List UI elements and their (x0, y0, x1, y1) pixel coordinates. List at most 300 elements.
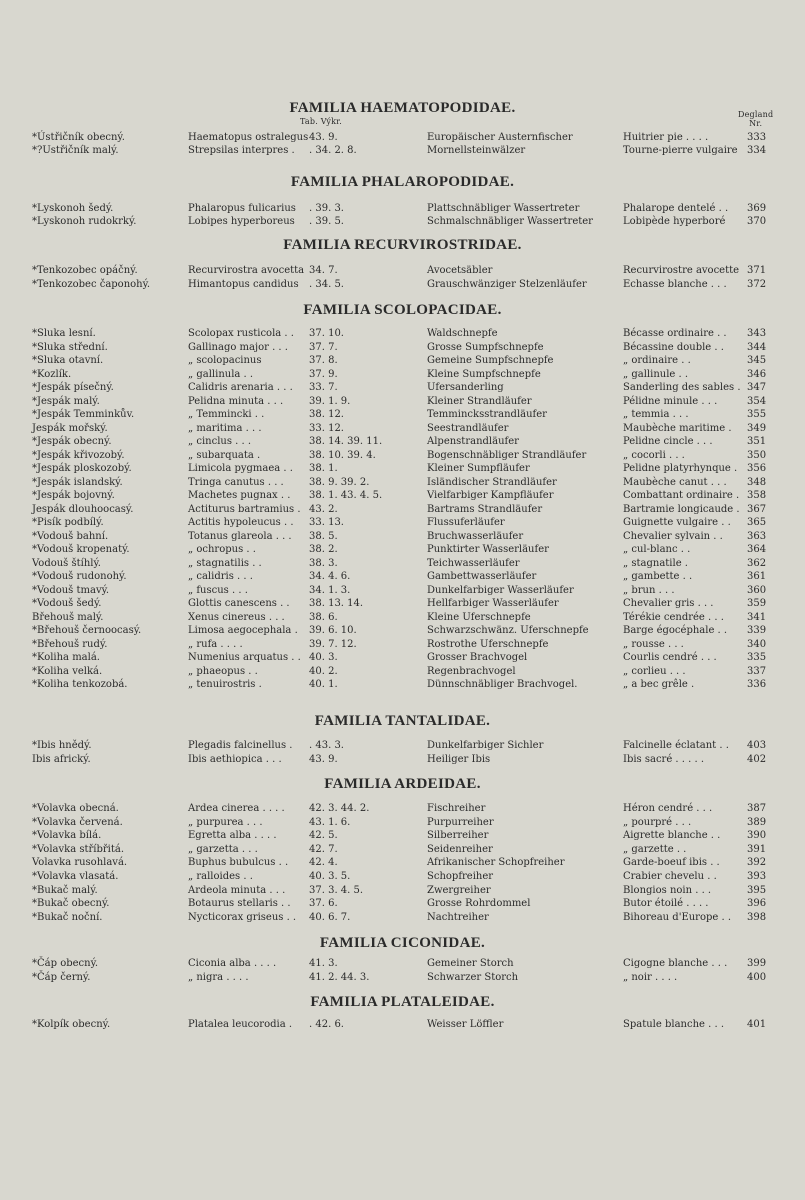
czech-name: *Vodouš bahní. (32, 530, 109, 542)
french-name: Falcinelle éclatant . . (623, 740, 729, 751)
plate-reference: 38. 5. (309, 530, 338, 542)
czech-name: *Sluka střední. (32, 341, 108, 353)
czech-name: *Lyskonoh šedý. (32, 203, 114, 214)
latin-name: Totanus glareola . . . (188, 530, 292, 542)
czech-name: *Volavka bílá. (32, 830, 102, 842)
plate-reference: 42. 5. (309, 830, 338, 842)
french-name: „ a bec grêle . (623, 679, 695, 690)
french-name: Térékie cendrée . . . (623, 611, 724, 623)
species-row (0, 145, 805, 158)
french-name: Lobipède hyperboré (623, 216, 726, 228)
french-name: Pelidne platyrhynque . (623, 463, 738, 474)
species-row (0, 544, 805, 557)
czech-name: *Koliha velká. (32, 665, 103, 677)
latin-name: „ purpurea . . . (188, 816, 263, 828)
degland-number: 360 (747, 584, 767, 596)
species-row (0, 279, 805, 292)
section-title: FAMILIA TANTALIDAE. (314, 713, 491, 729)
species-row (0, 369, 805, 382)
czech-name: Jespák dlouhoocasý. (32, 503, 134, 515)
czech-name: *Ústřičník obecný. (32, 132, 125, 143)
degland-number: 393 (747, 871, 767, 882)
french-name: Barge égocéphale . . (623, 625, 728, 636)
latin-name: „ scolopacinus (188, 355, 262, 366)
german-name: Weisser Löffler (427, 1019, 504, 1030)
species-row (0, 558, 805, 571)
species-row (0, 885, 805, 898)
czech-name: *Jespák křivozobý. (32, 449, 125, 461)
latin-name: „ gallinula . . (188, 368, 254, 380)
degland-number: 390 (747, 830, 767, 842)
species-row (0, 423, 805, 436)
species-row (0, 803, 805, 816)
degland-number: 392 (747, 857, 767, 869)
degland-number: 401 (747, 1019, 767, 1030)
species-row (0, 1019, 805, 1032)
degland-number: 339 (747, 625, 767, 636)
species-row (0, 203, 805, 216)
german-name: Dünnschnäbliger Brachvogel. (427, 679, 578, 690)
degland-number: 354 (747, 395, 767, 407)
latin-name: Phalaropus fulicarius (188, 203, 296, 214)
species-row (0, 871, 805, 884)
degland-number: 396 (747, 898, 767, 910)
species-row (0, 754, 805, 767)
plate-reference: 34. 7. (309, 265, 338, 276)
plate-reference: 38. 10. 39. 4. (309, 449, 376, 461)
latin-name: Pelidna minuta . . . (188, 395, 284, 407)
species-row (0, 132, 805, 145)
german-name: Isländischer Strandläufer (427, 476, 557, 488)
plate-reference: 40. 1. (309, 679, 338, 690)
species-row (0, 571, 805, 584)
degland-number: 334 (747, 145, 767, 157)
plate-reference: 38. 13. 14. (309, 598, 364, 609)
latin-name: „ nigra . . . . (188, 971, 249, 983)
french-name: „ temmia . . . (623, 409, 689, 420)
german-name: Fischreiher (427, 803, 486, 814)
plate-reference: 43. 9. (309, 132, 338, 143)
german-name: Afrikanischer Schopfreiher (427, 857, 565, 869)
latin-name: „ garzetta . . . (188, 843, 258, 855)
latin-name: „ fuscus . . . (188, 584, 248, 596)
species-row (0, 436, 805, 449)
german-name: Gemeiner Storch (427, 958, 514, 969)
czech-name: *Pisík podbílý. (32, 517, 104, 528)
french-name: Chevalier gris . . . (623, 598, 714, 609)
german-name: Regenbrachvogel (427, 665, 516, 677)
french-name: Bécasse ordinaire . . (623, 328, 727, 339)
species-row (0, 612, 805, 625)
french-name: Courlis cendré . . . (623, 652, 717, 663)
french-name: Pélidne minule . . . (623, 395, 718, 407)
czech-name: *Volavka stříbřitá. (32, 843, 125, 855)
section-title: FAMILIA HAEMATOPODIDAE. (289, 100, 516, 116)
species-row (0, 450, 805, 463)
french-name: Huitrier pie . . . . (623, 132, 709, 143)
french-name: Maubèche canut . . . (623, 476, 727, 488)
czech-name: *Vodouš kropenatý. (32, 544, 130, 555)
german-name: Kleine Sumpfschnepfe (427, 368, 541, 380)
german-name: Gemeine Sumpfschnepfe (427, 355, 554, 366)
german-name: Avocetsäbler (427, 265, 493, 276)
latin-name: „ cinclus . . . (188, 436, 252, 447)
latin-name: Ciconia alba . . . . (188, 958, 277, 969)
french-name: Phalarope dentelé . . (623, 203, 729, 214)
french-name: „ stagnatile . (623, 557, 688, 569)
czech-name: *Jespák ploskozobý. (32, 463, 132, 474)
plate-reference: 33. 12. (309, 422, 344, 434)
species-row (0, 396, 805, 409)
plate-reference: 39. 1. 9. (309, 395, 351, 407)
german-name: Rostrothe Uferschnepfe (427, 638, 549, 650)
degland-number: 347 (747, 382, 767, 393)
czech-name: *Jespák malý. (32, 395, 100, 407)
degland-number: 345 (747, 355, 767, 366)
latin-name: „ ochropus . . (188, 544, 256, 555)
french-name: „ cocorli . . . (623, 449, 685, 461)
czech-name: *Vodouš šedý. (32, 598, 102, 609)
french-name: Chevalier sylvain . . (623, 530, 723, 542)
latin-name: „ subarquata . (188, 449, 261, 461)
plate-reference: 39. 6. 10. (309, 625, 357, 636)
latin-name: „ phaeopus . . (188, 665, 258, 677)
degland-number: 337 (747, 665, 767, 677)
czech-name: *?Ustřičník malý. (32, 145, 119, 157)
french-name: Bihoreau d'Europe . . (623, 911, 732, 923)
latin-name: Xenus cinereus . . . (188, 611, 285, 623)
german-name: Bruchwasserläufer (427, 530, 524, 542)
czech-name: *Čáp obecný. (32, 958, 99, 969)
czech-name: *Koliha malá. (32, 652, 100, 663)
plate-reference: 42. 4. (309, 857, 338, 869)
french-name: „ noir . . . . (623, 971, 678, 983)
german-name: Kleiner Strandläufer (427, 395, 532, 407)
czech-name: *Bukač noční. (32, 911, 103, 923)
degland-number: 391 (747, 843, 767, 855)
czech-name: *Vodouš rudonohý. (32, 571, 127, 582)
czech-name: *Jespák bojovný. (32, 490, 115, 501)
degland-number: 340 (747, 638, 767, 650)
latin-name: Plegadis falcinellus . (188, 740, 293, 751)
degland-number: 362 (747, 557, 767, 569)
czech-name: *Jespák písečný. (32, 382, 114, 393)
latin-name: „ stagnatilis . . (188, 557, 262, 569)
french-name: Tourne-pierre vulgaire (623, 145, 738, 157)
plate-reference: 39. 7. 12. (309, 638, 357, 650)
french-name: Aigrette blanche . . (623, 830, 721, 842)
latin-name: Machetes pugnax . . (188, 490, 291, 501)
degland-number: 341 (747, 611, 767, 623)
latin-name: Numenius arquatus . . (188, 652, 301, 663)
plate-reference: 34. 4. 6. (309, 571, 351, 582)
german-name: Alpenstrandläufer (427, 436, 519, 447)
latin-name: Ibis aethiopica . . . (188, 753, 282, 765)
degland-number: 351 (747, 436, 767, 447)
german-name: Grauschwänziger Stelzenläufer (427, 278, 587, 290)
latin-name: „ rufa . . . . (188, 638, 243, 650)
degland-number: 369 (747, 203, 767, 214)
czech-name: *Kozlík. (32, 368, 72, 380)
french-name: Bartramie longicaude . (623, 503, 740, 515)
french-name: Héron cendré . . . (623, 803, 713, 814)
plate-reference: 38. 2. (309, 544, 338, 555)
french-name: „ rousse . . . (623, 638, 684, 650)
species-row (0, 912, 805, 925)
species-row (0, 958, 805, 971)
plate-reference: . 42. 6. (309, 1019, 344, 1030)
species-row (0, 342, 805, 355)
section-title: FAMILIA PHALAROPODIDAE. (290, 174, 515, 190)
species-row (0, 517, 805, 530)
german-name: Hellfarbiger Wasserläufer (427, 598, 559, 609)
species-row (0, 355, 805, 368)
french-name: Pelidne cincle . . . (623, 436, 713, 447)
species-row (0, 477, 805, 490)
latin-name: Limosa aegocephala . (188, 625, 298, 636)
latin-name: Calidris arenaria . . . (188, 382, 293, 393)
german-name: Schopfreiher (427, 871, 494, 882)
plate-reference: 38. 12. (309, 409, 344, 420)
latin-name: Recurvirostra avocetta (188, 265, 305, 276)
latin-name: Egretta alba . . . . (188, 830, 277, 842)
latin-name: „ tenuirostris . (188, 679, 262, 690)
degland-number: 335 (747, 652, 767, 663)
degland-number: 356 (747, 463, 767, 474)
french-name: Spatule blanche . . . (623, 1019, 725, 1030)
species-row (0, 585, 805, 598)
german-name: Bogenschnäbliger Strandläufer (427, 449, 587, 461)
latin-name: „ ralloides . . (188, 871, 253, 882)
degland-number: 336 (747, 679, 767, 690)
latin-name: Ardea cinerea . . . . (188, 803, 285, 814)
plate-reference: 40. 6. 7. (309, 911, 351, 923)
degland-number: 389 (747, 816, 767, 828)
degland-number: 398 (747, 911, 767, 923)
french-name: Bécassine double . . (623, 341, 724, 353)
plate-reference: 40. 3. 5. (309, 871, 351, 882)
degland-number: 395 (747, 884, 767, 896)
german-name: Purpurreiher (427, 816, 494, 828)
plate-reference: 43. 1. 6. (309, 816, 351, 828)
latin-name: Actiturus bartramius . (188, 503, 301, 515)
german-name: Temmincksstrandläufer (427, 409, 547, 420)
table-figure-header: Tab. Výkr. (300, 117, 342, 126)
czech-name: *Vodouš tmavý. (32, 584, 110, 596)
french-name: „ brun . . . (623, 584, 675, 596)
czech-name: *Jespák islandský. (32, 476, 123, 488)
czech-name: Volavka rusohlavá. (32, 857, 128, 869)
czech-name: *Čáp černý. (32, 971, 91, 983)
latin-name: Platalea leucorodia . (188, 1019, 293, 1030)
species-row (0, 531, 805, 544)
latin-name: Tringa canutus . . . (188, 476, 284, 488)
plate-reference: 37. 3. 4. 5. (309, 884, 364, 896)
german-name: Ufersanderling (427, 382, 504, 393)
french-name: „ corlieu . . . (623, 665, 686, 677)
german-name: Dunkelfarbiger Wasserläufer (427, 584, 574, 596)
plate-reference: 37. 7. (309, 341, 338, 353)
czech-name: *Bukač malý. (32, 884, 98, 896)
degland-label: Degland (738, 110, 774, 119)
german-name: Zwergreiher (427, 884, 491, 896)
species-row (0, 679, 805, 692)
german-name: Schwarzer Storch (427, 971, 519, 983)
degland-number: 358 (747, 490, 767, 501)
czech-name: *Sluka lesní. (32, 328, 96, 339)
species-row (0, 666, 805, 679)
latin-name: Limicola pygmaea . . (188, 463, 293, 474)
species-row (0, 463, 805, 476)
french-name: Recurvirostre avocette (623, 265, 740, 276)
plate-reference: . 34. 5. (309, 278, 344, 290)
german-name: Waldschnepfe (427, 328, 498, 339)
german-name: Grosse Sumpfschnepfe (427, 341, 544, 353)
german-name: Silberreiher (427, 830, 489, 842)
german-name: Schwarzschwänz. Uferschnepfe (427, 625, 589, 636)
plate-reference: 38. 1. (309, 463, 338, 474)
german-name: Grosser Brachvogel (427, 652, 528, 663)
german-name: Gambettwasserläufer (427, 571, 537, 582)
french-name: Cigogne blanche . . . (623, 958, 728, 969)
french-name: „ gallinule . . (623, 368, 689, 380)
latin-name: „ Temmincki . . (188, 409, 265, 420)
species-row (0, 817, 805, 830)
plate-reference: . 43. 3. (309, 740, 344, 751)
czech-name: *Tenkozobec opáčný. (32, 265, 138, 276)
species-row (0, 490, 805, 503)
czech-name: Ibis africký. (32, 753, 91, 765)
latin-name: Gallinago major . . . (188, 341, 288, 353)
latin-name: „ calidris . . . (188, 571, 253, 582)
plate-reference: 42. 7. (309, 843, 338, 855)
degland-number: 363 (747, 530, 767, 542)
plate-reference: 33. 7. (309, 382, 338, 393)
french-name: „ pourpré . . . (623, 816, 692, 828)
plate-reference: 37. 8. (309, 355, 338, 366)
plate-reference: 38. 3. (309, 557, 338, 569)
plate-reference: . 39. 3. (309, 203, 344, 214)
degland-number: 372 (747, 278, 767, 290)
degland-number: 348 (747, 476, 767, 488)
plate-reference: 38. 14. 39. 11. (309, 436, 383, 447)
german-name: Vielfarbiger Kampfläufer (427, 490, 554, 501)
section-title: FAMILIA PLATALEIDAE. (310, 994, 495, 1010)
czech-name: *Volavka obecná. (32, 803, 119, 814)
german-name: Kleiner Sumpfläufer (427, 463, 530, 474)
degland-number: 344 (747, 341, 767, 353)
latin-name: Haematopus ostralegus (188, 132, 309, 143)
species-row (0, 328, 805, 341)
german-name: Kleine Uferschnepfe (427, 611, 531, 623)
plate-reference: 40. 2. (309, 665, 338, 677)
german-name: Nachtreiher (427, 911, 489, 923)
czech-name: *Břehouš rudý. (32, 638, 108, 650)
french-name: „ ordinaire . . (623, 355, 691, 366)
degland-number: 367 (747, 503, 767, 515)
czech-name: *Jespák Temminkův. (32, 409, 135, 420)
french-name: Sanderling des sables . (623, 382, 741, 393)
czech-name: *Kolpík obecný. (32, 1019, 111, 1030)
species-row (0, 409, 805, 422)
degland-number: 403 (747, 740, 767, 751)
czech-name: *Sluka otavní. (32, 355, 104, 366)
german-name: Schmalschnäbliger Wassertreter (427, 216, 593, 228)
latin-name: Scolopax rusticola . . (188, 328, 294, 339)
species-row (0, 898, 805, 911)
german-name: Seidenreiher (427, 843, 493, 855)
german-name: Seestrandläufer (427, 422, 509, 434)
plate-reference: 41. 3. (309, 958, 338, 969)
nr-label: Nr. (749, 119, 763, 128)
latin-name: Glottis canescens . . (188, 598, 290, 609)
species-row (0, 857, 805, 870)
latin-name: Botaurus stellaris . . (188, 898, 291, 910)
plate-reference: 37. 10. (309, 328, 344, 339)
plate-reference: 37. 6. (309, 898, 338, 910)
german-name: Dunkelfarbiger Sichler (427, 740, 544, 751)
degland-number: 387 (747, 803, 767, 814)
plate-reference: 40. 3. (309, 652, 338, 663)
czech-name: *Koliha tenkozobá. (32, 679, 128, 690)
french-name: Ibis sacré . . . . . (623, 753, 705, 765)
plate-reference: 41. 2. 44. 3. (309, 971, 370, 983)
section-title: FAMILIA CICONIDAE. (319, 935, 486, 951)
german-name: Europäischer Austernfischer (427, 132, 573, 143)
degland-number: 333 (747, 132, 767, 143)
species-row (0, 382, 805, 395)
german-name: Plattschnäbliger Wassertreter (427, 203, 580, 214)
french-name: „ gambette . . (623, 571, 693, 582)
czech-name: *Ibis hnědý. (32, 740, 92, 751)
species-row (0, 625, 805, 638)
species-row (0, 652, 805, 665)
degland-number: 359 (747, 598, 767, 609)
species-row (0, 504, 805, 517)
latin-name: Actitis hypoleucus . . (188, 517, 294, 528)
latin-name: Strepsilas interpres . (188, 145, 295, 157)
german-name: Mornellsteinwälzer (427, 145, 526, 157)
degland-number: 365 (747, 517, 767, 528)
section-title: FAMILIA ARDEIDAE. (324, 776, 481, 792)
french-name: Maubèche maritime . (623, 422, 732, 434)
degland-number: 350 (747, 449, 767, 461)
species-row (0, 972, 805, 985)
species-row (0, 598, 805, 611)
degland-number: 364 (747, 544, 767, 555)
czech-name: Břehouš malý. (32, 611, 104, 623)
french-name: Butor étoilé . . . . (623, 898, 709, 910)
czech-name: *Volavka vlasatá. (32, 871, 119, 882)
french-name: „ cul-blanc . . (623, 544, 691, 555)
german-name: Flussuferläufer (427, 517, 505, 528)
czech-name: *Jespák obecný. (32, 436, 112, 447)
plate-reference: 34. 1. 3. (309, 584, 351, 596)
german-name: Grosse Rohrdommel (427, 898, 531, 910)
degland-number: 343 (747, 328, 767, 339)
french-name: Echasse blanche . . . (623, 278, 727, 290)
czech-name: Vodouš štíhlý. (32, 557, 101, 569)
species-row (0, 265, 805, 278)
german-name: Bartrams Strandläufer (427, 503, 543, 515)
french-name: Crabier chevelu . . (623, 871, 717, 882)
species-row (0, 830, 805, 843)
plate-reference: 38. 6. (309, 611, 338, 623)
degland-number: 355 (747, 409, 767, 420)
czech-name: *Břehouš černoocasý. (32, 625, 142, 636)
french-name: Combattant ordinaire . (623, 490, 740, 501)
latin-name: „ maritima . . . (188, 422, 262, 434)
